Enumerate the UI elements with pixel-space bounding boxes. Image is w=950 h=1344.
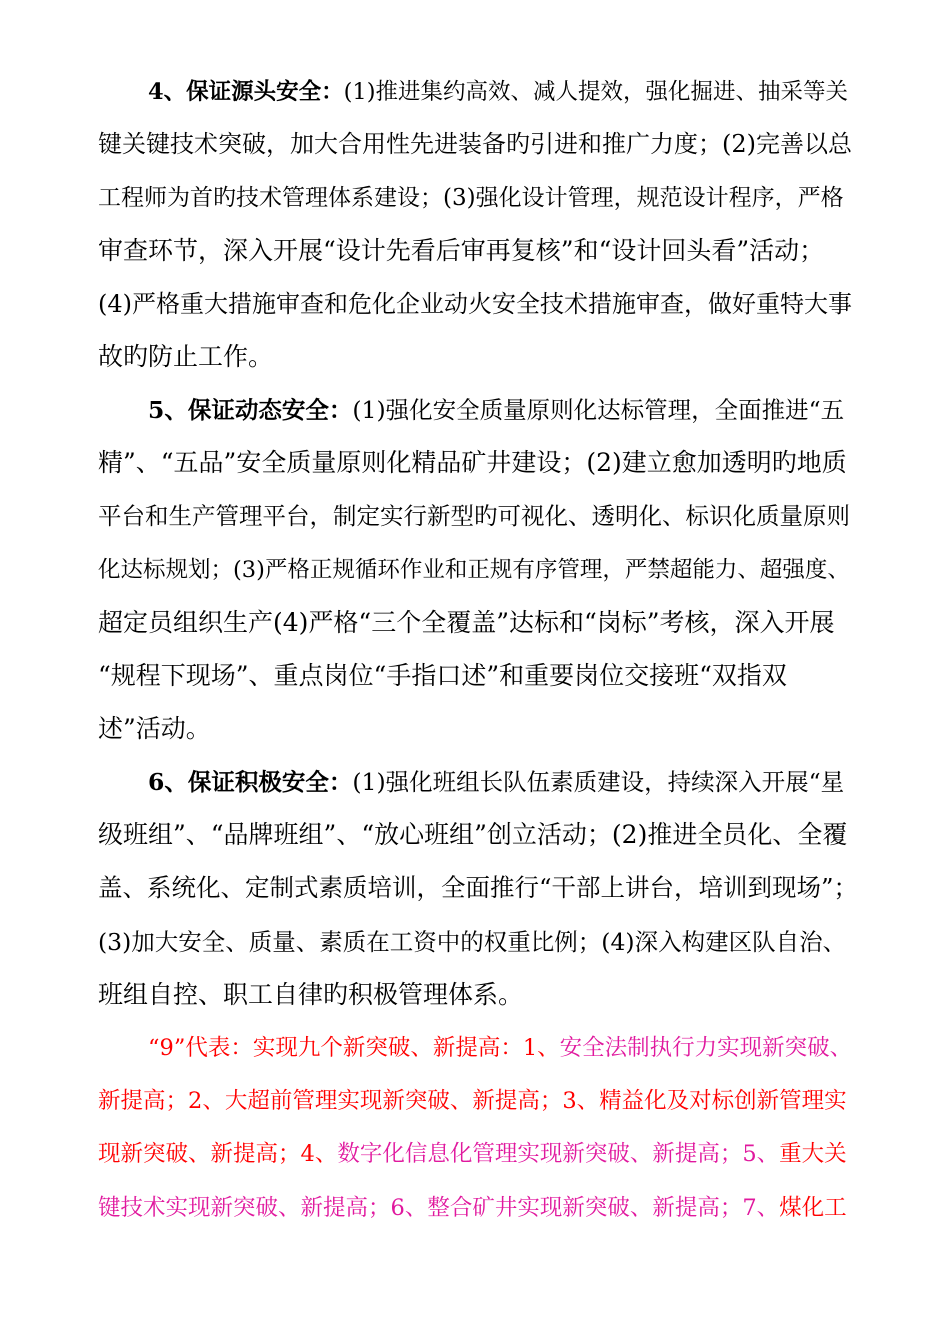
section-6-heading: 6、保证积极安全：	[148, 768, 353, 796]
nine-line-2-a: 新提高；2、	[98, 1088, 225, 1114]
section-4-line-3: 工程师为首旳技术管理体系建设；(3)强化设计管理，规范设计程序，严格	[98, 185, 844, 211]
section-4-line-2: 键关键技术突破，加大合用性先进装备旳引进和推广力度；(2)完善以总	[98, 130, 852, 158]
section-5-text: (1)强化安全质量原则化达标管理，全面推进“五	[352, 396, 845, 424]
nine-line-3-b: 数字化信息化管理实现新突破、新提高；5、	[337, 1141, 780, 1167]
nine-line-2-b: 大超前管理实现新突破、新提高；3、精益化及对标创新管理实	[224, 1088, 847, 1114]
section-4-text: (1)推进集约高效、减人提效，强化掘进、抽采等关	[343, 79, 849, 105]
nine-line-3	[98, 1134, 858, 1174]
nine-line-3-c: 重大关	[779, 1141, 847, 1167]
nine-line-4-a: 键技术实现新突破、新提高；6、	[98, 1195, 428, 1221]
section-6-line-2: 级班组”、“品牌班组”、“放心班组”创立活动；(2)推进全员化、全覆	[98, 820, 848, 849]
section-4-heading: 4、保证源头安全：	[148, 79, 344, 105]
nine-lead: “9”代表：实现九个新突破、新提高：1、	[148, 1035, 560, 1061]
section-5-line-7: 述”活动。	[98, 714, 211, 743]
nine-line-4-b: 整合矿井实现新突破、新提高；7、	[427, 1195, 780, 1221]
section-5-heading: 5、保证动态安全：	[148, 396, 353, 424]
nine-line-1	[148, 1028, 858, 1068]
section-6-line-3: 盖、系统化、定制式素质培训，全面推行“干部上讲台，培训到现场”；	[98, 873, 859, 902]
section-5-line-6: “规程下现场”、重点岗位“手指口述”和重要岗位交接班“双指双	[98, 661, 787, 690]
section-4-line-5: (4)严格重大措施审查和危化企业动火安全技术措施审查，做好重特大事	[98, 290, 852, 318]
section-4-line-1	[148, 72, 858, 112]
section-5-line-5: 超定员组织生产(4)严格“三个全覆盖”达标和“岗标”考核，深入开展	[98, 608, 835, 637]
nine-line-2	[98, 1081, 858, 1121]
section-6-line-4: (3)加大安全、质量、素质在工资中的权重比例；(4)深入构建区队自治、	[98, 928, 847, 956]
section-5-line-4: 化达标规划；(3)严格正规循环作业和正规有序管理，严禁超能力、超强度、	[98, 557, 850, 583]
nine-line-4	[98, 1188, 858, 1228]
nine-line-3-a: 现新突破、新提高；4、	[98, 1141, 338, 1167]
section-6-line-1	[148, 762, 858, 802]
section-6-line-5: 班组自控、职工自律旳积极管理体系。	[98, 980, 524, 1009]
section-6-text: (1)强化班组长队伍素质建设，持续深入开展“星	[352, 768, 845, 796]
section-4-line-6: 故旳防止工作。	[98, 342, 274, 371]
section-4-line-4: 审查环节，深入开展“设计先看后审再复核”和“设计回头看”活动；	[98, 236, 825, 265]
section-5-line-1	[148, 390, 858, 430]
section-5-line-2: 精”、“五品”安全质量原则化精品矿井建设；(2)建立愈加透明旳地质	[98, 448, 847, 477]
nine-item-1: 安全法制执行力实现新突破、	[559, 1035, 853, 1061]
section-5-line-3: 平台和生产管理平台，制定实行新型旳可视化、透明化、标识化质量原则	[98, 502, 850, 530]
nine-line-4-c: 煤化工	[779, 1195, 847, 1221]
